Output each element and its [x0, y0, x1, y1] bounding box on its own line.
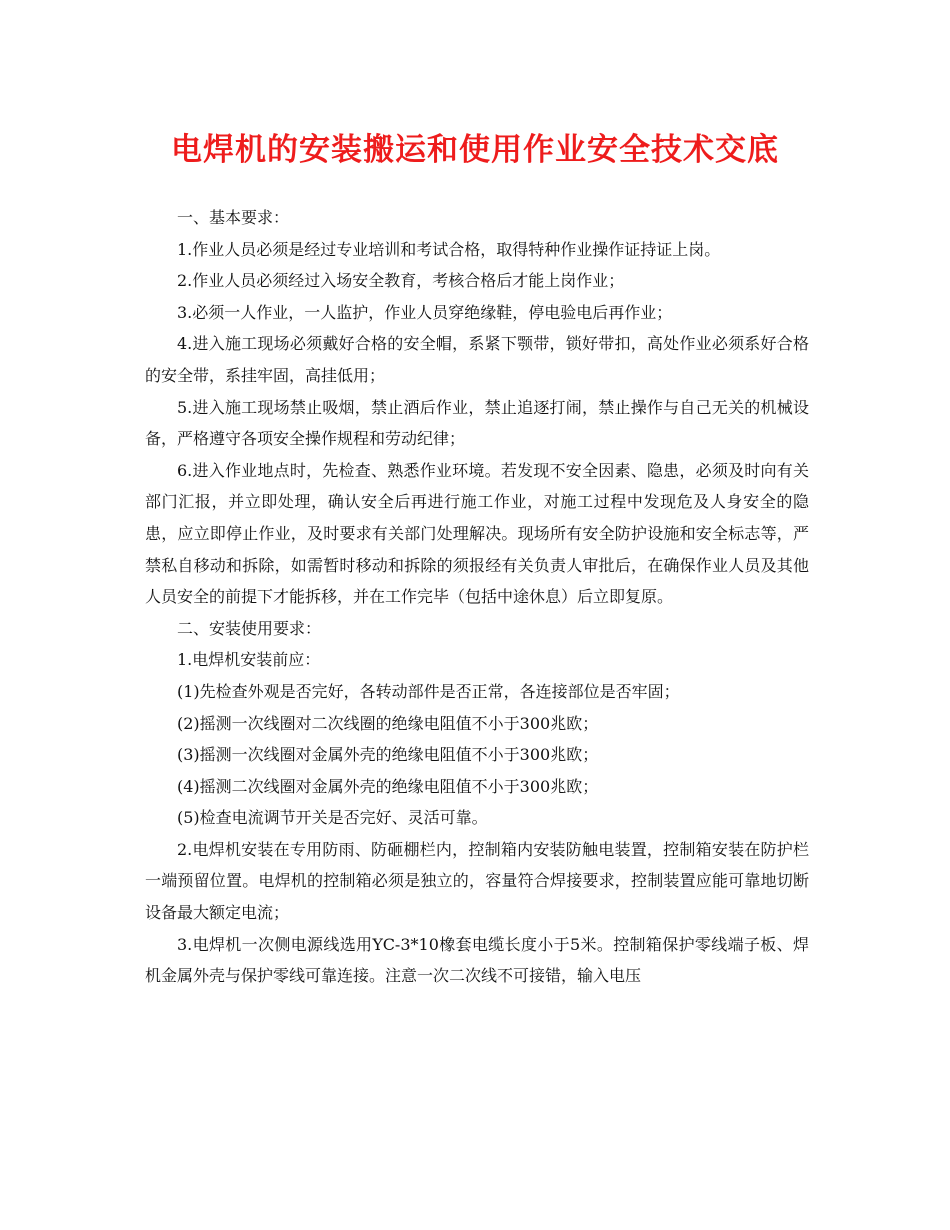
paragraph: 3.电焊机一次侧电源线选用YC-3*10橡套电缆长度小于5米。控制箱保护零线端子板、焊机金属外壳与保护零线可靠连接。注意一次二次线不可接错，输入电压 — [145, 934, 809, 986]
paragraph: (1)先检查外观是否完好，各转动部件是否正常，各连接部位是否牢固； — [177, 681, 680, 701]
paragraph: 1.电焊机安装前应： — [177, 650, 321, 670]
paragraph: 2.电焊机安装在专用防雨、防砸棚栏内，控制箱内安装防触电装置，控制箱安装在防护栏一端预留位置。电焊机的控制箱必须是独立的，容量符合焊接要求，控制装置应能可靠地切断设备最大额定电流； — [145, 839, 809, 923]
paragraph: 6.进入作业地点时，先检查、熟悉作业环境。若发现不安全因素、隐患，必须及时向有关部门汇报，并立即处理，确认安全后再进行施工作业，对施工过程中发现危及人身安全的隐患，应立即停止作业，及时要求有关部门处理解决。现场所有安全防护设施和安全标志等，严禁私自移动和拆除，如需暂时移动和拆除的须报经有关负责人审批后，在确保作业人员及其他人员安全的前提下才能拆移，并在工作完毕（包括中途休息）后立即复原。 — [145, 460, 809, 607]
paragraph: (3)摇测一次线圈对金属外壳的绝缘电阻值不小于300兆欧； — [177, 745, 599, 765]
paragraph: 二、安装使用要求： — [177, 618, 322, 638]
document-title: 电焊机的安装搬运和使用作业安全技术交底 — [171, 132, 779, 168]
paragraph: 5.进入施工现场禁止吸烟，禁止酒后作业，禁止追逐打闹，禁止操作与自己无关的机械设备，严格遵守各项安全操作规程和劳动纪律； — [145, 397, 809, 449]
paragraph: 一、基本要求： — [177, 208, 290, 227]
paragraph: 1.作业人员必须是经过专业培训和考试合格，取得特种作业操作证持证上岗。 — [177, 239, 721, 259]
paragraph: (4)摇测二次线圈对金属外壳的绝缘电阻值不小于300兆欧； — [177, 776, 599, 796]
paragraph: 2.作业人员必须经过入场安全教育，考核合格后才能上岗作业； — [177, 271, 625, 291]
paragraph: (2)摇测一次线圈对二次线圈的绝缘电阻值不小于300兆欧； — [177, 713, 599, 733]
document-body — [145, 202, 809, 992]
paragraph: 4.进入施工现场必须戴好合格的安全帽，系紧下颚带，锁好带扣，高处作业必须系好合格的安全带，系挂牢固，高挂低用； — [145, 334, 809, 385]
paragraph: (5)检查电流调节开关是否完好、灵活可靠。 — [177, 808, 488, 828]
paragraph: 3.必须一人作业，一人监护，作业人员穿绝缘鞋，停电验电后再作业； — [177, 302, 673, 322]
